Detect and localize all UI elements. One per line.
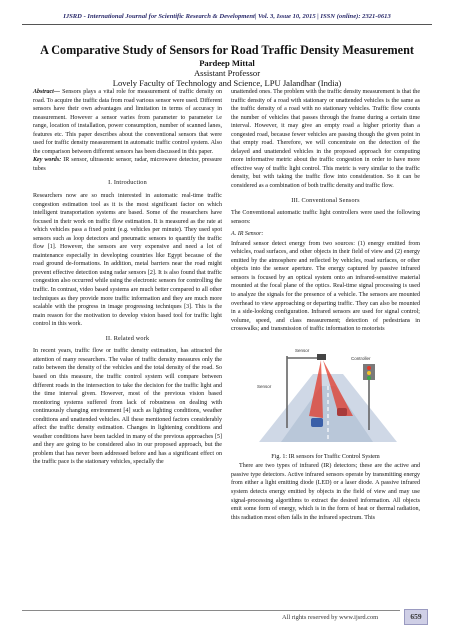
intro-text: Researchers now are so much interested in automatic real-time traffic congestion estimation tool as it is the most significant factor on which intelligent transportation systems are based. Some of the researchers have focused in their work on traffic flow estimation. It is measured as the rate at which vehicles pass a fixed point (e.g. vehicles per minute). They used spot sensors such as loop detectors and pneumatic sensors to quantify the traffic flow [1]. However, the sensors are very expensive and need a lot of maintenance especially in developing countries like Egypt because of the road ground de-formations. In addition, metal barriers near the road might prevent effective detection using radar sensors [2]. It is also found that traffic congestion also occurred while using the electronic sensors for controlling the traffic. In contrast, video based systems are much better compared to all other techniques as they provide more traffic information and they are much more scalable with the progress in image progressing techniques [3]. This is the main reason for the motivation to develop vision based tool for traffic light control in this work. (33, 193, 222, 328)
journal-header: IJSRD - International Journal for Scientific Research & Development| Vol. 3, Issue 10, 2015 | ISSN (online): 2321-0613 (63, 13, 391, 20)
figure-label-controller: Controller (350, 355, 371, 361)
footer-text: All rights reserved by www.ijsrd.com (282, 614, 379, 621)
signal-amber-light (367, 371, 371, 375)
figure-label-sensor: Sensor (294, 347, 309, 353)
keywords-paragraph (33, 156, 222, 173)
paper-title: A Comparative Study of Sensors for Road Traffic Density Measurement (40, 43, 414, 57)
related-text: In recent years, traffic flow or traffic density estimation, has attracted the attention of many researchers. The value of traffic density measures only the ratio between the density of the vehicles and the total density of the road. So based on this measure, the traffic control system will compare between different roads in the intersection to take the decision for the traffic light and the time interval given. However, most of the previous vision based monitoring systems suffered from lack of robustness on dealing with continuously changing environment [4] such as lighting conditions, weather conditions and unattended vehicles. All these mentioned factors considerably affect the traffic density estimation. Changes in lightening conditions and weather conditions have been tackled in many of the previous approaches [5] and they are going to be considered also in our proposed approach, but the problem that has never been addressed before and has a significant effect on the traffic pace is the stationary vehicles, specially the (33, 348, 222, 466)
abstract-paragraph (33, 88, 222, 156)
intro-heading: I. Introduction (108, 179, 147, 187)
author-affiliation: Lovely Faculty of Technology and Science, LPU Jalandhar (India) (112, 78, 342, 88)
figure-label-sensor-2: Sensor (256, 383, 271, 389)
abstract-label: Abstract— (33, 89, 60, 95)
signal-red-light (367, 366, 371, 370)
keywords-label: Key words: (33, 157, 62, 164)
ir-text: Infrared sensor detect energy from two sources: (1) energy emitted from vehicles, road surfaces, and other objects in their field of view and (2) energy emitted by the atmosphere and reflected by vehicles, road surfaces, or other objects into the sensor aperture. The energy captured by passive infrared sensors is focused by an optical system onto an infrared-sensitive material mounted at the focal plane of the optics. Real-time signal processing is used to analyze the signals for the presence of a vehicle. The sensors are mounted overhead to view approaching or departing traffic. They can also be mounted in a side-looking configuration. Infrared sensors are used for signal control; volume, speed, and class measurement; detection of pedestrians in crosswalks; and transmission of traffic information to motorists (231, 240, 420, 333)
sensor-unit (317, 354, 326, 360)
author-position: Assistant Professor (193, 68, 261, 78)
left-column (33, 88, 222, 467)
signal-green-light (367, 376, 371, 380)
ir-types-text: There are two types of infrared (IR) detectors; these are the active and passive type detectors. Active infrared sensors operate by transmitting energy from either a light emitting diode (LED) or a laser diode. A passive infrared system detects energy emitted by objects in the field of view and may use signal-processing algorithms to extract the desired information. All objects emit some form of energy, which is in the form of heat or thermal radiation, this radiation most often falls in the infrared spectrum. This (231, 463, 420, 521)
abstract-text: Sensors plays a vital role for measurement of traffic density on road. To acquire the traffic data from road various sensor were used. Different sensors have their own advantages and limitation in terms of accuracy in measurement. However a sensor varies from parameter to parameter i.e range, location of installation, power consumption, number of scanned lanes, features etc. This paper describes about the conventional sensors that were used for traffic density measurement in automatic traffic control system. Also the comparison between different sensors has been discussed in this paper. (33, 89, 222, 155)
keywords-text: IR sensor, ultrasonic sensor, radar, microwave detector, pressure tubes (33, 157, 222, 172)
vehicle (311, 418, 323, 427)
footer-rule (22, 610, 400, 611)
figure-caption: Fig. 1: IR sensors for Traffic Control System (271, 453, 380, 460)
ir-sensor-figure (251, 338, 401, 450)
right-column (231, 88, 420, 522)
ir-sensor-illustration (251, 338, 401, 450)
related-heading: II. Related work (105, 334, 150, 342)
page-number: 659 (404, 609, 428, 625)
right-continuation: unattended ones. The problem with the traffic density measurement is that the traffic density of a road with stationary or unattended vehicles is the same as the traffic density of a road with no stationary vehicles. Traffic flow counts the number of vehicles that passes through the frame during a certain time interval. However, it may give an empty road a higher priority than a congested road, because fewer vehicles are passing though the given point in that empty road. Therefore, we will concentrate on the detection of the delayed and unattended vehicles in the proposed approach for computing more informative metric about the traffic congestion in order to have more effective way of traffic light control. This metric is very similar to the traffic density, but with taking the traffic flow into consideration. So it can be considered as a combination of both traffic density and traffic flow. (231, 89, 420, 190)
conventional-text: The Conventional automatic traffic light controllers were used the following sensors: (231, 210, 420, 225)
ir-subheading: A. IR Sensor: (231, 231, 264, 238)
vehicle (337, 408, 347, 416)
author-name: Pardeep Mittal (199, 58, 255, 68)
header-rule (22, 24, 432, 25)
conventional-heading: III. Conventional Sensors (291, 196, 360, 204)
